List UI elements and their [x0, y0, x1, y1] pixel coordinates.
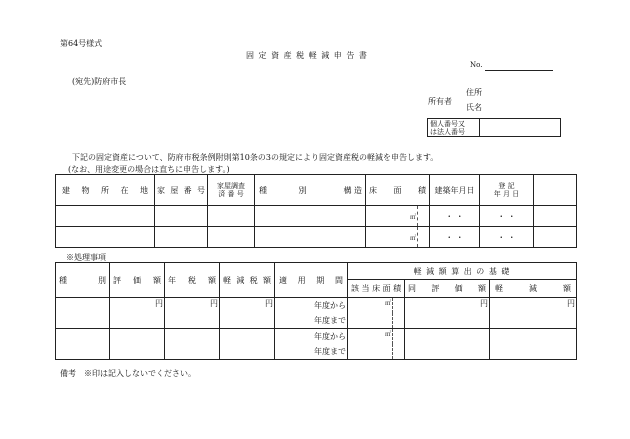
cell-type[interactable]: [56, 329, 110, 360]
processing-label: ※処理事項: [66, 253, 106, 262]
cell-type[interactable]: [255, 206, 311, 227]
cell-house-number[interactable]: [155, 227, 208, 248]
header-registration: 登 記 年 月 日: [480, 175, 534, 206]
header-house-number: 家 屋 番 号: [155, 175, 208, 206]
form-number: 第64号様式: [60, 39, 103, 48]
cell-type[interactable]: [255, 227, 311, 248]
cell-assessed-value[interactable]: 円: [110, 298, 165, 329]
cell-reduced-tax[interactable]: [220, 329, 275, 360]
cell-reduction[interactable]: 円: [490, 298, 577, 329]
header-assessed-value: 評 価 額: [110, 263, 165, 298]
cell-built-date[interactable]: ・ ・: [430, 206, 480, 227]
cell-registration-date[interactable]: ・ ・: [480, 206, 534, 227]
cell-house-number[interactable]: [155, 206, 208, 227]
cell-applicable-area-decimal[interactable]: [393, 329, 405, 360]
cell-annual-tax[interactable]: [165, 329, 220, 360]
header-applicable-area: 該 当 床 面 積: [348, 280, 405, 298]
header-type: 種 別: [56, 263, 110, 298]
property-row: [56, 227, 577, 248]
header-annual-tax: 年 税 額: [165, 263, 220, 298]
header-built-date: 建築年月日: [430, 175, 480, 206]
cell-applicable-area-decimal[interactable]: [393, 298, 405, 329]
cell-floor-area-decimal[interactable]: [418, 227, 430, 248]
cell-structure[interactable]: [311, 206, 366, 227]
id-number-box: [427, 118, 561, 137]
cell-applicable-area[interactable]: ㎡: [348, 298, 393, 329]
cell-survey-number[interactable]: [208, 227, 255, 248]
id-number-field[interactable]: [480, 119, 561, 137]
header-basis-value: 同 評 価 額: [405, 280, 490, 298]
header-period: 適 用 期 間: [275, 263, 348, 298]
cell-registration-date[interactable]: ・ ・: [480, 227, 534, 248]
property-row: [56, 206, 577, 227]
processing-row: [56, 298, 577, 314]
cell-reduced-tax[interactable]: 円: [220, 298, 275, 329]
cell-blank: [534, 227, 577, 248]
cell-basis-value[interactable]: [405, 329, 490, 360]
cell-year-from[interactable]: 年度から: [275, 329, 348, 345]
header-type: 種 別: [255, 175, 311, 206]
header-reduction: 軽 減 額: [490, 280, 577, 298]
header-reduced-tax: 軽減税額: [220, 263, 275, 298]
cell-year-to[interactable]: 年度まで: [275, 344, 348, 360]
cell-type[interactable]: [56, 298, 110, 329]
processing-table: [55, 262, 577, 360]
owner-address-label: 住所: [466, 88, 482, 97]
cell-floor-area-decimal[interactable]: [418, 206, 430, 227]
cell-built-date[interactable]: ・ ・: [430, 227, 480, 248]
number-field[interactable]: [485, 70, 553, 71]
owner-label: 所有者: [428, 97, 452, 106]
cell-location[interactable]: [56, 206, 155, 227]
owner-name-label: 氏名: [466, 103, 482, 112]
number-label: No.: [470, 61, 483, 69]
cell-assessed-value[interactable]: [110, 329, 165, 360]
cell-location[interactable]: [56, 227, 155, 248]
cell-basis-value[interactable]: 円: [405, 298, 490, 329]
id-number-label: 個人番号又 は法人番号: [428, 119, 480, 137]
cell-year-from[interactable]: 年度から: [275, 298, 348, 314]
header-basis: 軽 減 額 算 出 の 基 礎: [348, 263, 577, 280]
cell-floor-area[interactable]: ㎡: [366, 227, 418, 248]
cell-applicable-area[interactable]: ㎡: [348, 329, 393, 360]
cell-floor-area[interactable]: ㎡: [366, 206, 418, 227]
header-blank: [534, 175, 577, 206]
processing-row: [56, 329, 577, 345]
addressee: (宛先)防府市長: [72, 77, 127, 86]
header-floor-area: 床 面 積: [366, 175, 430, 206]
cell-year-to[interactable]: 年度まで: [275, 313, 348, 329]
header-structure: 構 造: [311, 175, 366, 206]
note: (なお、用途変更の場合は直ちに申告します。): [68, 165, 230, 174]
cell-reduction[interactable]: [490, 329, 577, 360]
page-title: 固 定 資 産 税 軽 減 申 告 書: [246, 51, 368, 60]
property-table: [55, 174, 577, 248]
cell-structure[interactable]: [311, 227, 366, 248]
statement: 下記の固定資産について、防府市税条例附則第10条の3の規定により固定資産税の軽減を申告します。: [72, 153, 439, 162]
cell-annual-tax[interactable]: 円: [165, 298, 220, 329]
cell-blank: [534, 206, 577, 227]
cell-survey-number[interactable]: [208, 206, 255, 227]
remarks: 備考 ※印は記入しないでください。: [60, 369, 196, 378]
header-survey-number: 家屋調査 済 番 号: [208, 175, 255, 206]
header-location: 建 物 所 在 地: [56, 175, 155, 206]
